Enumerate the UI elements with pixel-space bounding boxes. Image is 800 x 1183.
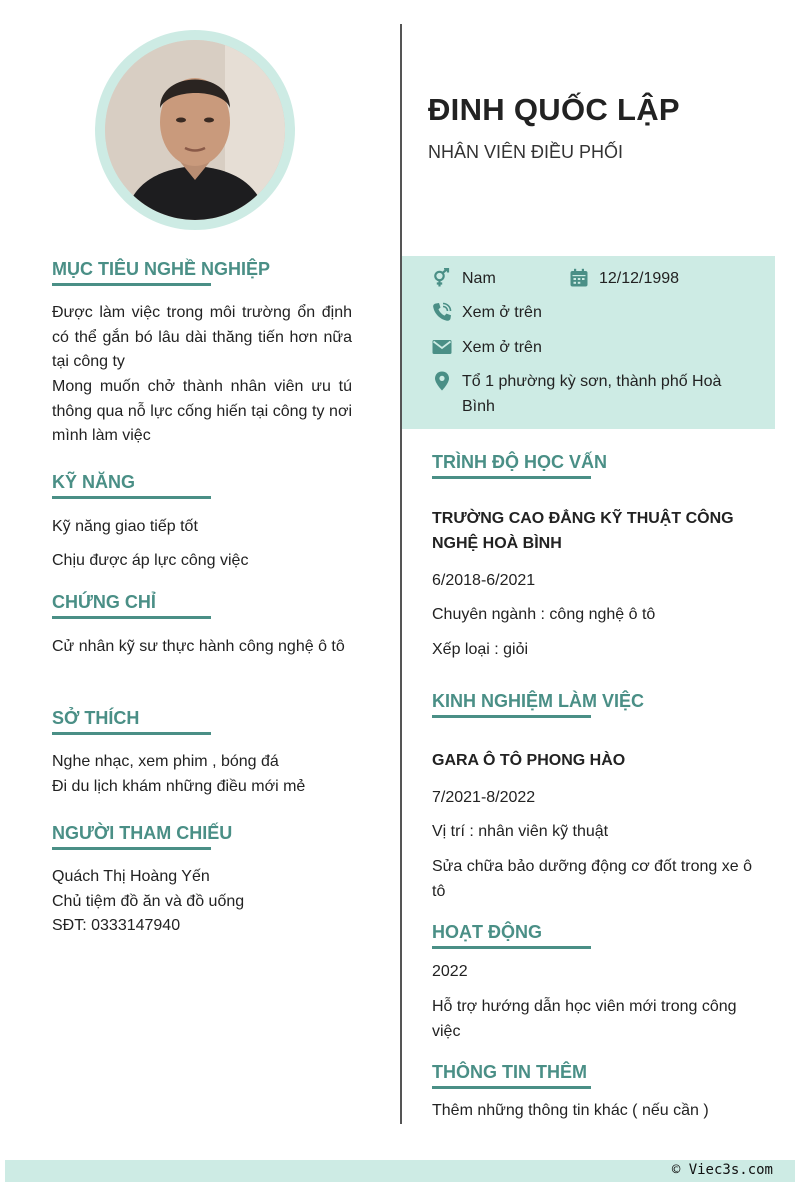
- certificate-item: Cử nhân kỹ sư thực hành công nghệ ô tô: [52, 638, 345, 655]
- copyright-text: © Viec3s.com: [671, 1162, 773, 1178]
- avatar-photo: [105, 40, 285, 220]
- skills-heading: KỸ NĂNG: [52, 472, 136, 492]
- email-value: Xem ở trên: [462, 339, 542, 356]
- objective-heading: MỤC TIÊU NGHỀ NGHIỆP: [52, 259, 271, 279]
- company-name: GARA Ô TÔ PHONG HÀO: [432, 752, 626, 769]
- additional-text: Thêm những thông tin khác ( nếu cần ): [432, 1102, 709, 1119]
- avatar-frame: [95, 30, 295, 230]
- objective-underline: [52, 283, 211, 286]
- reference-name: Quách Thị Hoàng Yến: [52, 868, 210, 885]
- gender-icon: [432, 268, 452, 288]
- skills-underline: [52, 496, 211, 499]
- address-value: Tổ 1 phường kỳ sơn, thành phố Hoà Bình: [462, 373, 722, 415]
- experience-underline: [432, 715, 591, 718]
- footer-bar: [5, 1160, 795, 1182]
- skill-item: Chịu được áp lực công việc: [52, 552, 249, 569]
- education-period: 6/2018-6/2021: [432, 572, 536, 589]
- objective-text-2: Mong muốn chở thành nhân viên ưu tú thông qua nỗ lực cống hiến tại công ty nơi mình làm việc: [52, 378, 352, 444]
- additional-underline: [432, 1086, 591, 1089]
- location-icon: [432, 371, 452, 391]
- contact-address: [432, 369, 752, 419]
- education-grade: Xếp loại : giỏi: [432, 641, 529, 658]
- activity-year: 2022: [432, 963, 468, 980]
- calendar-icon: [569, 268, 589, 288]
- education-major: Chuyên ngành : công nghệ ô tô: [432, 606, 656, 623]
- objective-text-1: Được làm việc trong môi trường ổn định có thể gắn bó lâu dài thăng tiến hơn nữa tại công ty: [52, 304, 352, 370]
- experience-period: 7/2021-8/2022: [432, 789, 536, 806]
- gender-value: Nam: [462, 270, 496, 287]
- education-underline: [432, 476, 591, 479]
- phone-value: Xem ở trên: [462, 304, 542, 321]
- experience-position: Vị trí : nhân viên kỹ thuật: [432, 823, 609, 840]
- hobby-line: Đi du lịch khám những điều mới mẻ: [52, 778, 306, 795]
- candidate-name: ĐINH QUỐC LẬP: [428, 92, 680, 127]
- references-underline: [52, 847, 211, 850]
- contact-box: [402, 256, 775, 429]
- job-title: NHÂN VIÊN ĐIỀU PHỐI: [428, 142, 624, 162]
- additional-heading: THÔNG TIN THÊM: [432, 1062, 587, 1082]
- certificates-heading: CHỨNG CHỈ: [52, 592, 156, 612]
- reference-role: Chủ tiệm đồ ăn và đồ uống: [52, 893, 245, 910]
- reference-phone: SĐT: 0333147940: [52, 917, 181, 934]
- contact-email: [432, 335, 542, 360]
- hobby-line: Nghe nhạc, xem phim , bóng đá: [52, 753, 279, 770]
- hobbies-underline: [52, 732, 211, 735]
- hobbies-heading: SỞ THÍCH: [52, 708, 140, 728]
- avatar: [105, 40, 285, 220]
- contact-gender: [432, 266, 496, 291]
- education-heading: TRÌNH ĐỘ HỌC VẤN: [432, 452, 607, 472]
- school-name: TRƯỜNG CAO ĐẲNG KỸ THUẬT CÔNG NGHỆ HOÀ BÌNH: [432, 510, 734, 552]
- experience-description: Sửa chữa bảo dưỡng động cơ đốt trong xe ô tô: [432, 858, 752, 900]
- certificates-underline: [52, 616, 211, 619]
- experience-heading: KINH NGHIỆM LÀM VIỆC: [432, 691, 645, 711]
- activities-underline: [432, 946, 591, 949]
- dob-value: 12/12/1998: [599, 270, 680, 287]
- activities-heading: HOẠT ĐỘNG: [432, 922, 542, 942]
- activity-description: Hỗ trợ hướng dẫn học viên mới trong công việc: [432, 998, 737, 1040]
- phone-icon: [432, 302, 452, 322]
- skill-item: Kỹ năng giao tiếp tốt: [52, 518, 198, 535]
- contact-phone: [432, 300, 542, 325]
- contact-dob: [569, 266, 679, 291]
- email-icon: [432, 337, 452, 357]
- column-divider: [400, 24, 402, 1124]
- references-heading: NGƯỜI THAM CHIẾU: [52, 823, 233, 843]
